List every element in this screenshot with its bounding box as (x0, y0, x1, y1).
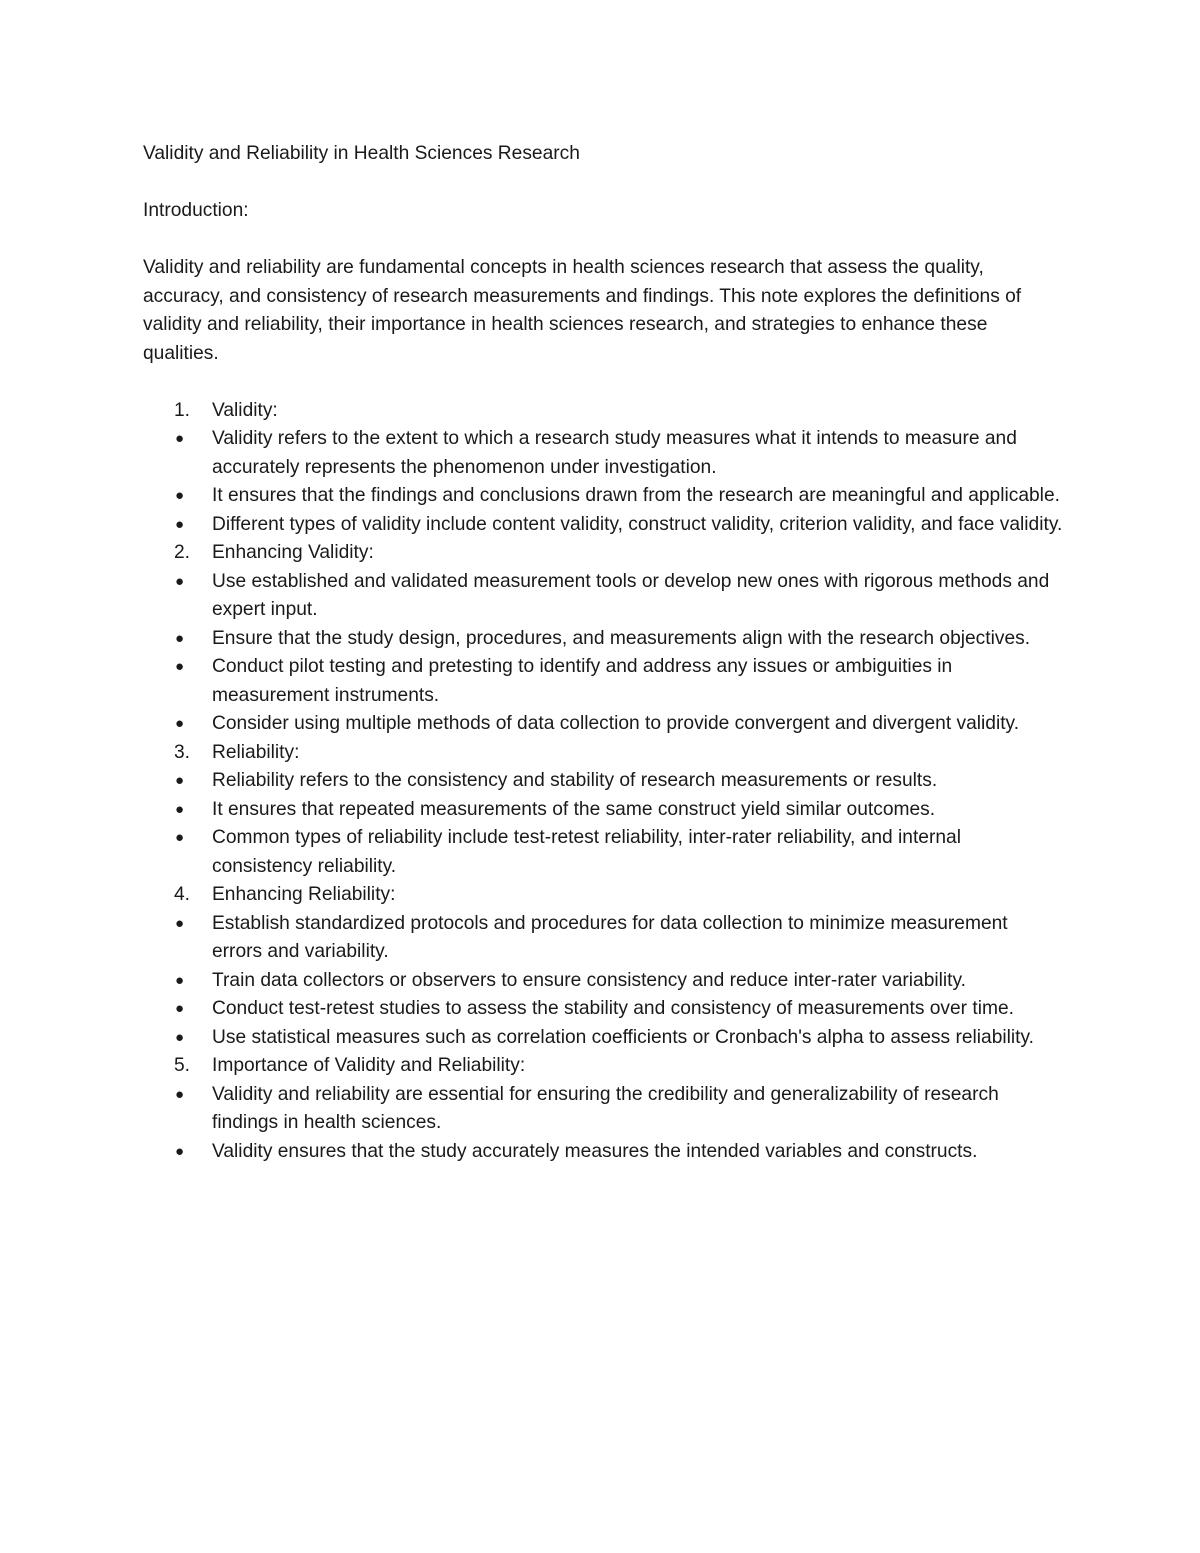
section-heading: Enhancing Reliability: (212, 884, 396, 905)
bullet-item (143, 511, 1063, 540)
bullet-icon: ● (175, 430, 185, 447)
bullet-icon: ● (175, 515, 185, 533)
bullet-item (143, 995, 1063, 1024)
bullet-text: Conduct test-retest studies to assess the stability and consistency of measurements over time. (212, 998, 1014, 1019)
bullet-icon: ● (175, 772, 185, 789)
bullet-icon: ● (175, 715, 185, 732)
introduction-heading: Introduction: (143, 200, 249, 221)
bullet-item (143, 1081, 1063, 1138)
bullet-icon: ● (175, 1000, 185, 1017)
bullet-item (143, 967, 1063, 996)
bullet-item (143, 824, 1063, 881)
section-heading: Validity: (212, 399, 278, 421)
bullet-item (143, 1138, 1063, 1167)
bullet-text: Conduct pilot testing and pretesting to identify and address any issues or ambiguities in measurement instruments. (212, 656, 953, 706)
bullet-icon: ● (175, 1028, 185, 1046)
section-heading-item (143, 881, 1063, 910)
section-heading-item (143, 1052, 1063, 1081)
bullet-item (143, 796, 1063, 825)
section-heading: Enhancing Validity: (212, 542, 374, 563)
bullet-item (143, 482, 1063, 511)
bullet-item (143, 653, 1063, 710)
bullet-text: It ensures that repeated measurements of the same construct yield similar outcomes. (212, 798, 936, 820)
bullet-icon: ● (175, 1085, 185, 1103)
bullet-text: Common types of reliability include test-retest reliability, inter-rater reliability, and internal consistency reliability. (212, 827, 961, 877)
bullet-text: Use established and validated measurement tools or develop new ones with rigorous methods and expert input. (212, 570, 1050, 620)
document-title: Validity and Reliability in Health Sciences Research (143, 143, 580, 164)
bullet-icon: ● (175, 971, 185, 989)
bullet-text: Establish standardized protocols and procedures for data collection to minimize measurement errors and variability. (212, 912, 1008, 962)
section-number: 3. (174, 741, 191, 763)
bullet-item (143, 710, 1063, 739)
bullet-text: Validity refers to the extent to which a research study measures what it intends to measure and accurately represents the phenomenon under investigation. (212, 428, 1017, 478)
bullet-text: Different types of validity include content validity, construct validity, criterion validity, and face validity. (212, 513, 1063, 535)
section-heading-item (143, 397, 1063, 426)
section-number: 2. (174, 542, 191, 563)
bullet-icon: ● (175, 1142, 185, 1160)
bullet-icon: ● (175, 572, 185, 590)
bullet-text: Train data collectors or observers to ensure consistency and reduce inter-rater variability. (212, 969, 966, 991)
outline-list (143, 397, 1063, 1167)
introduction-paragraph: Validity and reliability are fundamental concepts in health sciences research that assess the quality, accuracy, and consistency of research measurements and findings. This note explores the definitions of validity and reliability, their importance in health sciences research, and strategies to enhance these qualities. (143, 257, 1022, 364)
bullet-item (143, 1024, 1063, 1053)
bullet-icon: ● (175, 829, 185, 846)
bullet-icon: ● (175, 914, 185, 932)
bullet-icon: ● (175, 800, 185, 818)
section-heading: Reliability: (212, 741, 300, 763)
bullet-text: Ensure that the study design, procedures, and measurements align with the research objectives. (212, 627, 1031, 649)
section-heading-item (143, 739, 1063, 768)
bullet-item (143, 625, 1063, 654)
bullet-text: Validity ensures that the study accurately measures the intended variables and constructs. (212, 1140, 978, 1162)
section-number: 5. (174, 1055, 191, 1076)
document-page (143, 140, 1063, 1166)
section-number: 4. (174, 884, 191, 905)
bullet-icon: ● (175, 629, 185, 647)
section-number: 1. (174, 399, 191, 421)
bullet-text: It ensures that the findings and conclusions drawn from the research are meaningful and applicable. (212, 485, 1060, 506)
bullet-item (143, 568, 1063, 625)
bullet-text: Reliability refers to the consistency and stability of research measurements or results. (212, 770, 938, 791)
bullet-item (143, 425, 1063, 482)
section-heading: Importance of Validity and Reliability: (212, 1055, 526, 1076)
bullet-text: Use statistical measures such as correlation coefficients or Cronbach's alpha to assess reliability. (212, 1026, 1034, 1048)
section-heading-item (143, 539, 1063, 568)
bullet-icon: ● (175, 487, 185, 504)
bullet-icon: ● (175, 658, 185, 675)
bullet-item (143, 767, 1063, 796)
bullet-item (143, 910, 1063, 967)
bullet-text: Validity and reliability are essential for ensuring the credibility and generalizability of research findings in health sciences. (212, 1083, 999, 1133)
bullet-text: Consider using multiple methods of data collection to provide convergent and divergent validity. (212, 713, 1020, 734)
